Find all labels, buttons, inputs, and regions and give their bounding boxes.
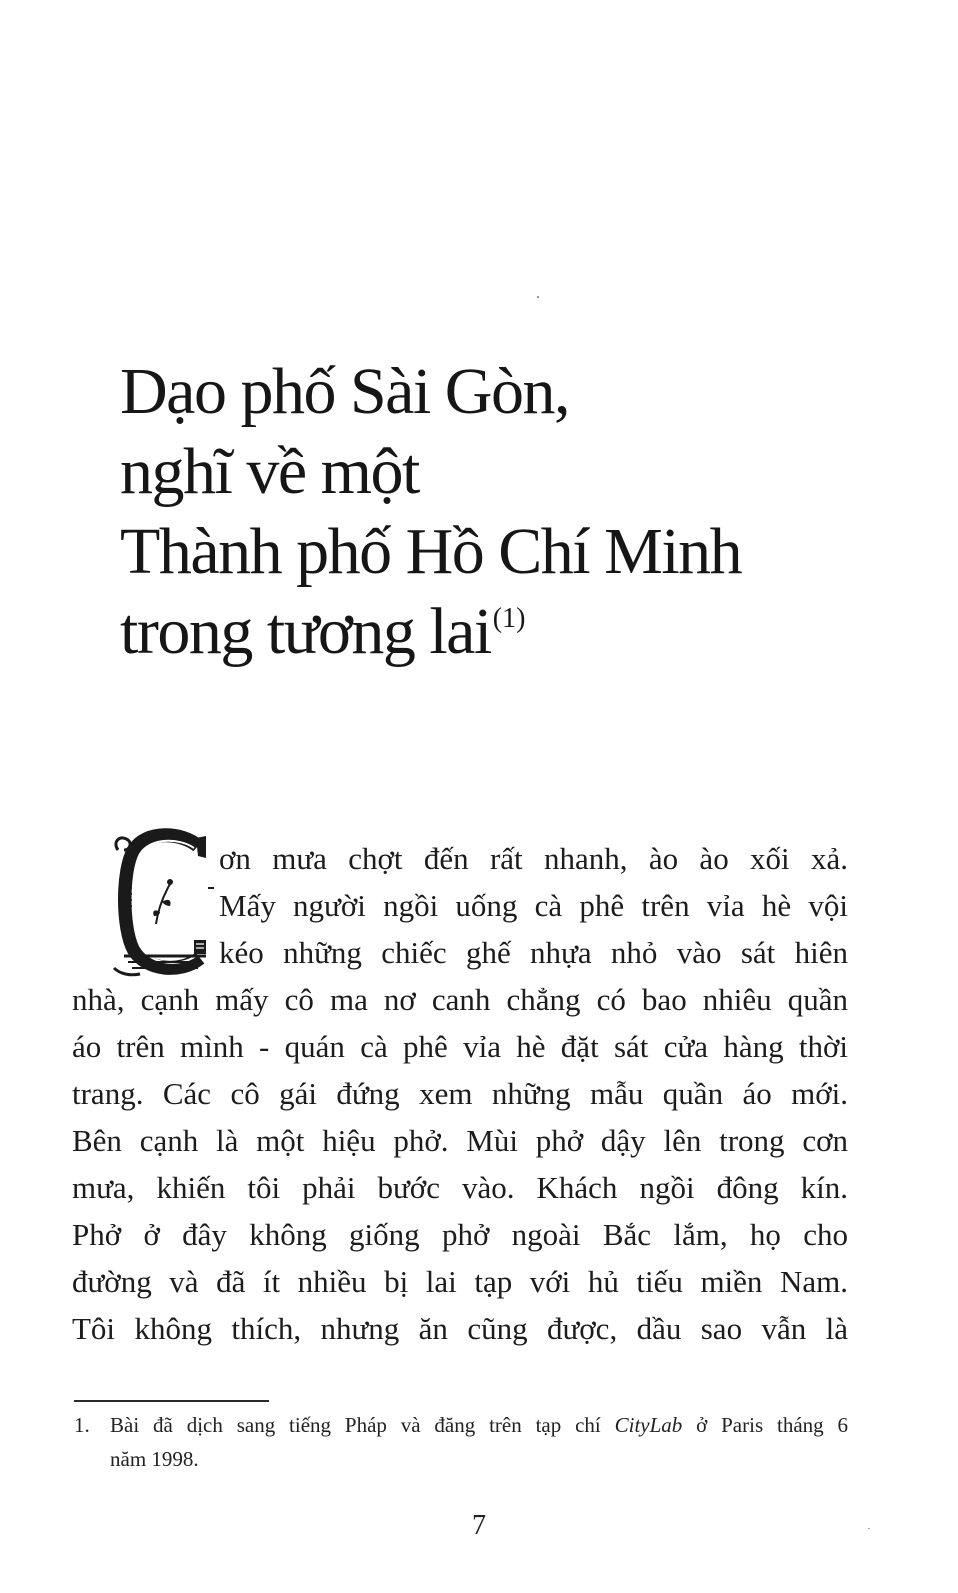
body-line-9: Phở ở đây không giống phở ngoài Bắc lắm, họ cho (72, 1217, 848, 1252)
footnote (74, 1408, 848, 1476)
title-line-3: Thành phố Hồ Chí Minh (120, 515, 742, 588)
chapter-title (120, 352, 920, 672)
body-line-2: Mấy người ngồi uống cà phê trên vỉa hè vội (219, 888, 848, 923)
footnote-magazine-name: CityLab (614, 1413, 683, 1437)
body-line-11: Tôi không thích, nhưng ăn cũng được, dầu sao vẫn là (72, 1311, 848, 1346)
footnote-text (110, 1408, 848, 1476)
footnote-divider (74, 1400, 269, 1402)
footnote-text-after: ở Paris tháng 6 (682, 1413, 848, 1437)
footnote-text-before: Bài đã dịch sang tiếng Pháp và đăng trên tạp chí (110, 1413, 615, 1437)
footnote-number: 1. (74, 1413, 90, 1437)
footnote-line-2: năm 1998. (110, 1447, 199, 1471)
body-paragraph (72, 835, 848, 1352)
body-line-10: đường và đã ít nhiều bị lai tạp với hủ tiếu miền Nam. (72, 1264, 848, 1299)
body-line-4: nhà, cạnh mấy cô ma nơ canh chẳng có bao nhiêu quần (72, 982, 848, 1017)
page-number: 7 (472, 1510, 486, 1541)
title-line-4 (120, 592, 920, 672)
footnote-reference: (1) (492, 603, 526, 634)
body-line-3: kéo những chiếc ghế nhựa nhỏ vào sát hiên (219, 935, 848, 970)
body-line-7: Bên cạnh là một hiệu phở. Mùi phở dậy lên trong cơn (72, 1123, 848, 1158)
body-line-6: trang. Các cô gái đứng xem những mẫu quần áo mới. (72, 1076, 848, 1111)
footnote-line-1 (110, 1408, 848, 1442)
body-line-1: ơn mưa chợt đến rất nhanh, ào ào xối xả. (219, 841, 848, 876)
title-line-1: Dạo phố Sài Gòn, (120, 355, 569, 428)
scan-speck (537, 296, 539, 298)
body-line-8: mưa, khiến tôi phải bước vào. Khách ngồi đông kín. (72, 1170, 848, 1205)
title-line-2: nghĩ về một (120, 435, 419, 508)
body-line-5: áo trên mình - quán cà phê vỉa hè đặt sát cửa hàng thời (72, 1029, 848, 1064)
title-line-4-text: trong tương lai (120, 595, 491, 668)
